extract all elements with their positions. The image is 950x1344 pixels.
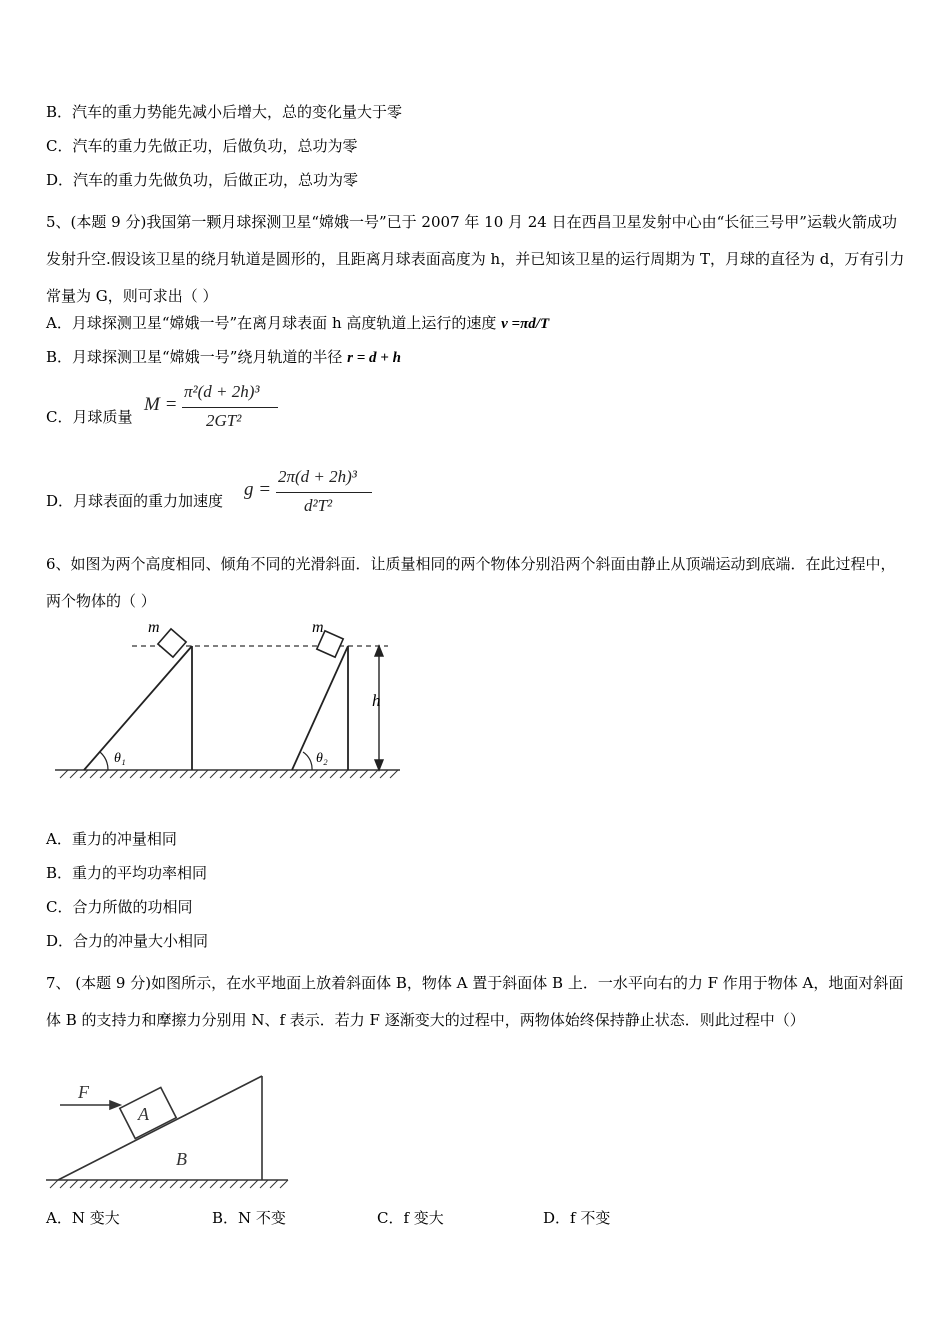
force-arrow	[60, 1101, 120, 1109]
q4-option-c: C．汽车的重力先做正功，后做负功，总功为零	[46, 137, 358, 155]
fraction-bar	[276, 492, 372, 493]
q5-stem: 5、(本题 9 分)我国第一颗月球探测卫星“嫦娥一号”已于 2007 年 10 月 24 日在西昌卫星发射中心由“长征三号甲”运载火箭成功发射升空.假设该卫星的绕月轨道是圆形的，且距离月球表面高度为 h，并已知该卫星的运行周期为 T，月球的直径为 d，万有引力常量为 G，则可求出（ ）	[46, 213, 905, 305]
block-1	[158, 629, 186, 657]
q6-option-c: C．合力所做的功相同	[46, 898, 193, 916]
q5-option-a-formula: v =πd/T	[501, 316, 550, 332]
q7-option-c: C．f 变大	[377, 1209, 444, 1227]
formula-denominator: 2GT²	[206, 411, 242, 430]
formula-numerator: π²(d + 2h)³	[184, 382, 260, 401]
q5-option-b-formula: r = d + h	[347, 350, 401, 366]
label-f: F	[78, 1082, 89, 1102]
q7-option-a: A．N 变大	[46, 1209, 120, 1227]
q7-option-d: D．f 不变	[543, 1209, 611, 1227]
q5-option-b-text: B．月球探测卫星“嫦娥一号”绕月轨道的半径	[46, 348, 348, 366]
ground-hatching	[46, 1180, 288, 1188]
q5-option-a-text: A．月球探测卫星“嫦娥一号”在离月球表面 h 高度轨道上运行的速度	[46, 314, 502, 332]
q7-option-b: B．N 不变	[212, 1209, 286, 1227]
q4-option-d: D．汽车的重力先做负功，后做正功，总功为零	[46, 171, 359, 189]
label-b: B	[176, 1149, 187, 1169]
q6-option-b: B．重力的平均功率相同	[46, 864, 208, 882]
mass-label-2: m	[312, 619, 324, 636]
q6-option-d: D．合力的冲量大小相同	[46, 932, 209, 950]
height-label: h	[372, 691, 381, 710]
q7-stem: 7、 (本题 9 分)如图所示，在水平地面上放着斜面体 B，物体 A 置于斜面体 B 上．一水平向右的力 F 作用于物体 A，地面对斜面体 B 的支持力和摩擦力分别用 N、f 表示．若力 F 逐渐变大的过程中，两物体始终保持静止状态．则此过程中（）	[46, 974, 904, 1029]
q6-stem: 6、如图为两个高度相同、倾角不同的光滑斜面．让质量相同的两个物体分别沿两个斜面由静止从顶端运动到底端．在此过程中，两个物体的（ ）	[46, 555, 896, 610]
q7-figure-wedge	[40, 1068, 300, 1198]
label-a: A	[138, 1104, 149, 1124]
q5-option-c-text: C．月球质量	[46, 408, 133, 426]
q5-option-a	[46, 313, 549, 334]
formula-lhs: g =	[244, 479, 272, 500]
ground-hatching	[55, 770, 400, 778]
angle-label-2: θ₂	[316, 751, 328, 766]
q6-option-a: A．重力的冲量相同	[46, 830, 177, 848]
angle-label-1: θ₁	[114, 751, 126, 766]
q5-option-d-formula	[244, 465, 384, 525]
incline-1	[84, 646, 192, 770]
formula-numerator: 2π(d + 2h)³	[278, 467, 357, 486]
formula-lhs: M =	[144, 394, 178, 415]
q5-option-d-text: D．月球表面的重力加速度	[46, 492, 224, 510]
fraction-bar	[182, 407, 278, 408]
q6-figure-inclines	[50, 612, 410, 787]
q4-option-b: B．汽车的重力势能先减小后增大，总的变化量大于零	[46, 103, 403, 121]
q5-option-c-formula	[144, 380, 284, 440]
q5-option-b	[46, 347, 401, 368]
mass-label-1: m	[148, 619, 160, 636]
formula-denominator: d²T²	[304, 496, 333, 515]
